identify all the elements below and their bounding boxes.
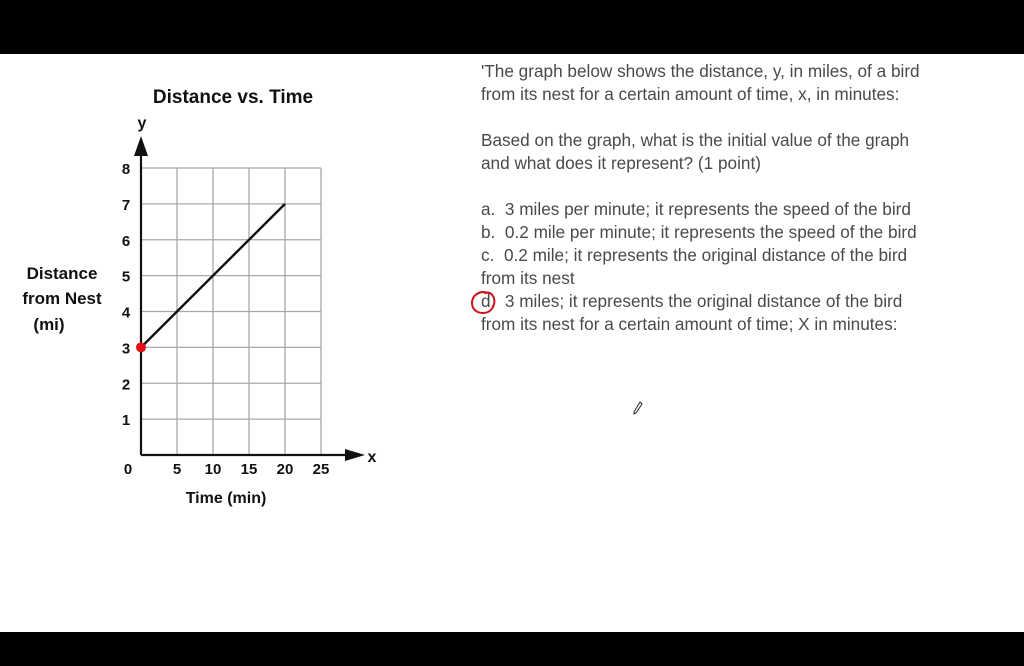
option-c-letter: c.: [481, 245, 495, 265]
y-tick-label: 1: [121, 412, 131, 430]
prompt-line: Based on the graph, what is the initial value of the graph: [481, 130, 910, 150]
y-tick-label: 8: [121, 161, 131, 178]
option-b-text: 0.2 mile per minute; it represents the speed of the bird: [504, 222, 917, 242]
intro-block: [481, 60, 1021, 106]
option-b-line: [481, 221, 1021, 244]
y-tick-label: 7: [121, 196, 131, 214]
answer-circle-annotation: [468, 288, 502, 318]
option-c-text: 0.2 mile; it represents the original distance of the bird: [503, 245, 908, 265]
x-tick-label: 15: [240, 461, 258, 478]
option-a-line: [481, 198, 1021, 221]
pen-cursor-icon: [633, 401, 643, 415]
option-d-line: [481, 290, 1021, 313]
x-tick-label: 20: [276, 461, 294, 478]
option-d-line-2: from its nest for a certain amount of time; X in minutes:: [481, 314, 898, 334]
option-d: [481, 290, 1021, 336]
y-axis-arrow-icon: [134, 136, 148, 156]
x-tick-label: 25: [312, 461, 330, 478]
prompt-line: and what does it represent? (1 point): [481, 153, 761, 173]
x-axis-arrow-icon: [345, 449, 365, 461]
x-axis-letter: x: [367, 449, 377, 466]
intro-line: 'The graph below shows the distance, y, in miles, of a bird: [481, 61, 920, 81]
option-d-text: 3 miles; it represents the original distance of the bird: [504, 291, 903, 311]
question-text: [481, 60, 1021, 336]
x-tick-label: 5: [172, 461, 182, 478]
chart-title: Distance vs. Time: [152, 87, 314, 108]
option-b-letter: b.: [481, 222, 496, 242]
option-d-letter: d.: [481, 291, 496, 311]
y-tick-label: 4: [121, 304, 131, 322]
y-tick-label: 6: [121, 232, 131, 250]
option-a-text: 3 miles per minute; it represents the speed of the bird: [504, 199, 911, 219]
top-black-bar: [0, 0, 1024, 54]
option-a-letter: a.: [481, 199, 496, 219]
y-tick-label: 2: [121, 376, 131, 394]
option-c-line: [481, 244, 1021, 267]
x-tick-label: 10: [204, 461, 222, 478]
y-axis-label-line: (mi): [33, 315, 65, 334]
initial-value-point: [136, 342, 146, 352]
y-tick-label: 5: [121, 268, 131, 286]
whiteboard-canvas: [0, 54, 1024, 632]
y-axis-letter: y: [137, 115, 147, 132]
y-tick-label: 3: [121, 340, 131, 358]
option-b: [481, 221, 1021, 244]
bottom-black-bar: [0, 632, 1024, 666]
y-axis-label-line: from Nest: [22, 289, 102, 308]
option-a: [481, 198, 1021, 221]
prompt-block: [481, 129, 1021, 175]
intro-line: from its nest for a certain amount of time, x, in minutes:: [481, 84, 900, 104]
option-c: [481, 244, 1021, 290]
y-axis-label-line: Distance: [26, 264, 98, 283]
option-c-line-2: from its nest: [481, 268, 575, 288]
x-tick-label: 0: [123, 461, 133, 478]
x-axis-label: Time (min): [185, 490, 267, 507]
distance-time-chart: [0, 54, 460, 524]
